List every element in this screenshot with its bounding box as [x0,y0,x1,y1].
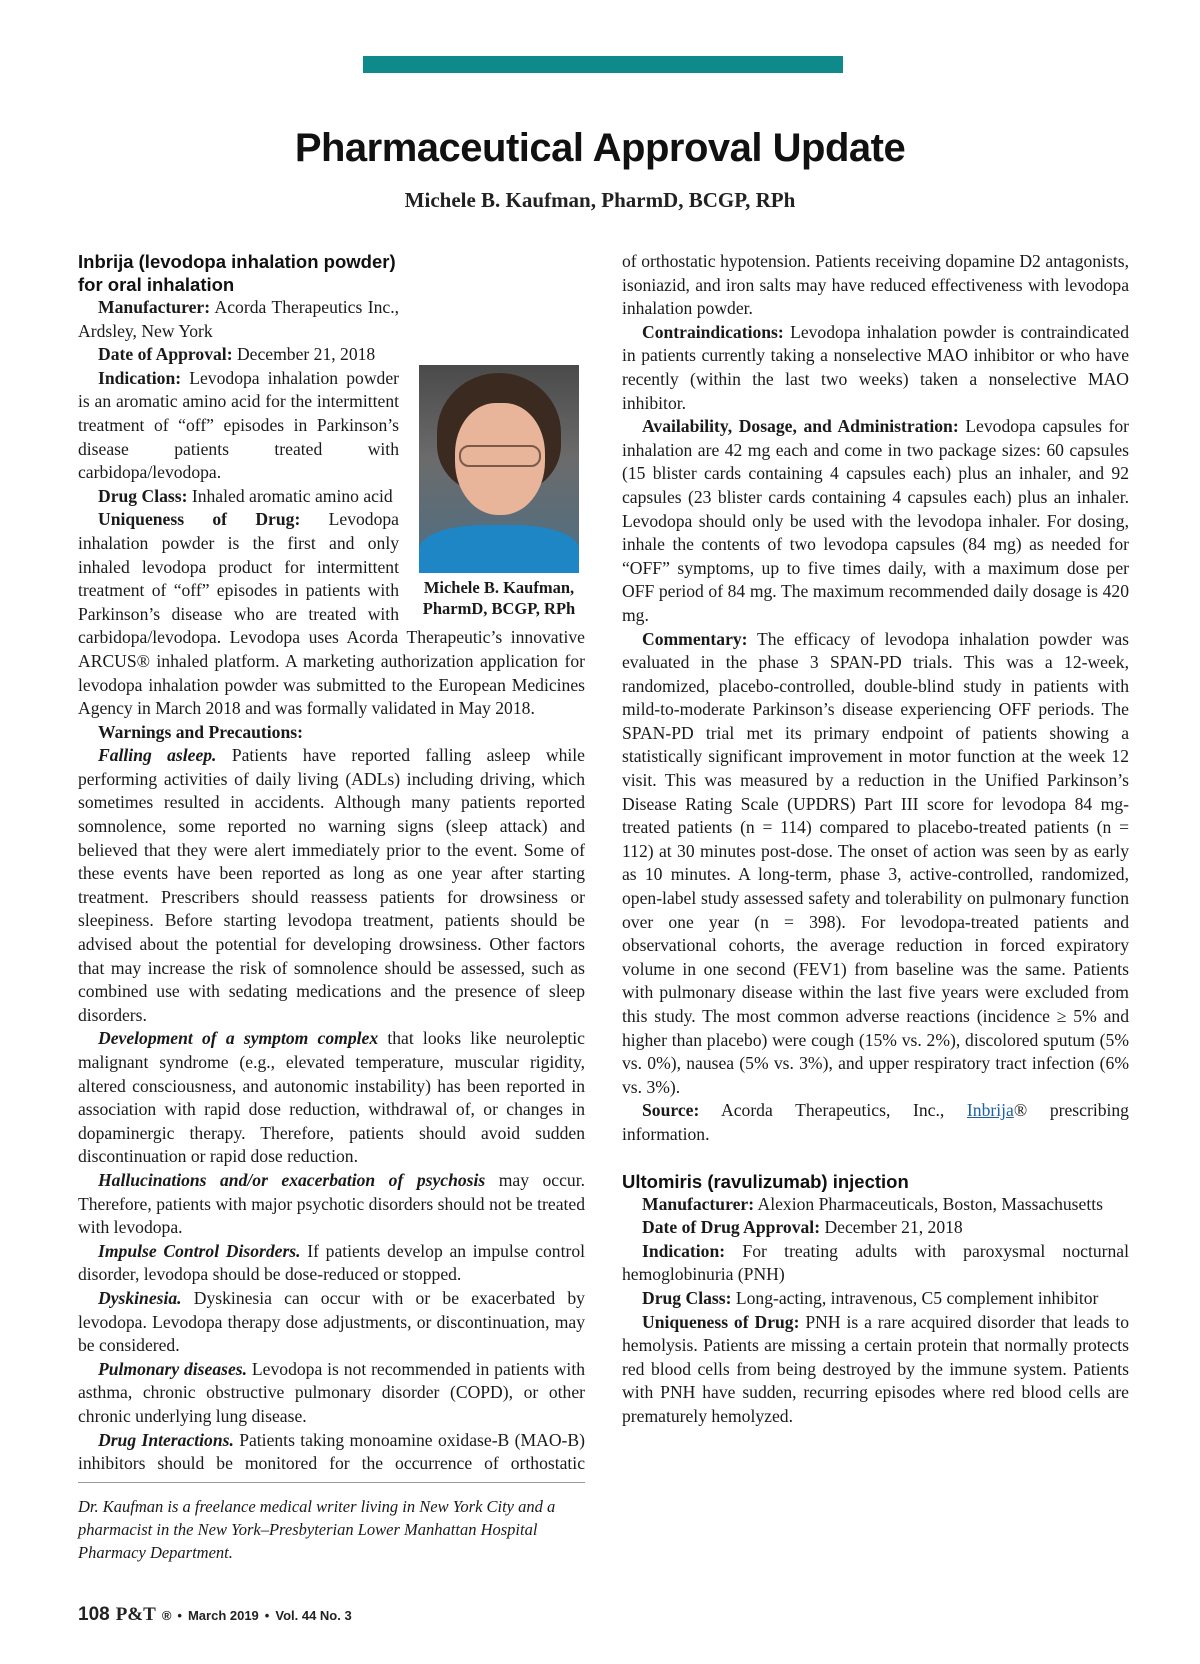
drug-heading-inbrija: Inbrija (levodopa inhalation powder) for oral inhalation [78,251,396,295]
author-photo-block [413,365,585,619]
warning-pulmonary: Pulmonary diseases. Levodopa is not recommended in patients with asthma, chronic obstructive pulmonary disorder (COPD), or other chronic underlying lung disease. [78,1358,586,1426]
warning-drug-interactions: Drug Interactions. Patients taking monoamine oxidase-B (MAO-B) inhibitors should be monitored for the occurrence of orthostatic [78,1429,585,1474]
ultomiris-uniqueness: Uniqueness of Drug: PNH is a rare acquired disorder that leads to hemolysis. Patients are missing a certain protein that normally protects red blood cells from being destroyed by the immune system. Patients with PNH have sudden, recurring episodes where red blood cells are prematurely hemolyzed. [622,1311,1130,1426]
warning-symptom-complex: Development of a symptom complex that looks like neuroleptic malignant syndrome (e.g., elevated temperature, muscular rigidity, altered consciousness, and autonomic instability) has been reported in association with rapid dose reduction, withdrawal of, or changes in dopaminergic therapy. Therefore, patients should avoid sudden discontinuation or rapid dose reduction. [78,1028,585,1167]
ultomiris-approval-date: Date of Drug Approval: December 21, 2018 [642,1217,963,1238]
author-photo [419,365,579,573]
issue-date: March 2019 [187,1608,259,1623]
ultomiris-manufacturer: Manufacturer: Alexion Pharmaceuticals, Boston, Massachusetts [642,1193,1103,1214]
inbrija-prescribing-link[interactable]: Inbrija [966,1100,1014,1121]
page-footer: 108 P&T ® • March 2019 • Vol. 44 No. 3 [78,1604,352,1625]
ultomiris-drug-class: Drug Class: Long-acting, intravenous, C5 complement inhibitor [642,1287,1099,1308]
header-accent-bar [363,56,843,73]
inbrija-drug-class: Drug Class: Inhaled aromatic amino acid [98,485,393,506]
author-byline: Michele B. Kaufman, PharmD, BCGP, RPh [404,188,796,212]
ultomiris-indication: Indication: For treating adults with paroxysmal nocturnal hemoglobinuria (PNH) [622,1240,1129,1285]
inbrija-indication: Indication: Levodopa inhalation powder is an aromatic amino acid for the intermittent treatment of “off” episodes in Parkinson’s disease patients treated with carbidopa/levodopa. [78,367,399,483]
page-title: Pharmaceutical Approval Update [294,126,906,170]
warning-falling-asleep: Falling asleep. Patients have reported falling asleep while performing activities of daily living (ADLs) including driving, which sometimes resulted in accidents. Although many patients reported somnolence, some reported no warning signs (sleep attack) and believed that they were alert immediately prior to the event. Some of these events have been reported as long as one year after starting treatment. Prescribers should reassess patients for drowsiness or sleepiness. Before starting levodopa treatment, patients should be advised about the potential for developing drowsiness. Other factors that may increase the risk of somnolence should be assessed, such as combined use with sedating medications and the presence of sleep disorders. [78,745,585,1025]
warnings-heading: Warnings and Precautions: [98,721,303,742]
inbrija-commentary: Commentary: The efficacy of levodopa inhalation powder was evaluated in the phase 3 SPAN-PD trials. This was a 12-week, randomized, placebo-controlled, double-blind study in patients with mild-to-moderate Parkinson’s disease experiencing OFF periods. The SPAN-PD trial met its primary endpoint of patients showing a statistically significant improvement in motor function at the week 12 visit. This was measured by a reduction in the Unified Parkinson’s Disease Rating Scale (UPDRS) Part III score for levodopa 84 mg-treated patients (n = 114) compared to placebo-treated patients (n = 112) at 30 minutes post-dose. The onset of action was seen by as early as 10 minutes. A long-term, phase 3, active-controlled, randomized, open-label study assessed safety and tolerability on pulmonary function over one year (n = 398). For levodopa-treated patients and observational cohorts, the average reduction in forced expiratory volume in one second (FEV1) from baseline was the same. Patients with pulmonary disease within the last five years were excluded from this study. The most common adverse reactions (incidence ≥ 5% and higher than placebo) were cough (15% vs. 2%), discolored sputum (5% vs. 0%), nausea (5% vs. 3%), and upper respiratory tract infection (6% vs. 3%). [622,628,1129,1097]
drug-heading-ultomiris: Ultomiris (ravulizumab) injection [622,1170,909,1192]
inbrija-contraindications: Contraindications: Levodopa inhalation powder is contraindicated in patients currently taking a nonselective MAO inhibitor or who have recently (within the last two weeks) taken a nonselective MAO inhibitor. [622,321,1129,413]
author-footnote: Dr. Kaufman is a freelance medical writer living in New York City and a pharmacist in the New York–Presbyterian Lower Manhattan Hospital Pharmacy Department. [78,1482,585,1564]
photo-caption: Michele B. Kaufman, PharmD, BCGP, RPh [422,578,576,618]
inbrija-availability: Availability, Dosage, and Administration: Levodopa capsules for inhalation are 42 mg each and come in two package sizes: 60 capsules (15 blister cards containing 4 capsules each) plus an inhaler, and 92 capsules (23 blister cards containing 4 capsules each) plus an inhaler. Levodopa should only be used with the levodopa inhaler. For dosing, inhale the contents of two levodopa capsules (84 mg) as needed for “OFF” symptoms, up to five times daily, with a maximum dose per OFF period of 84 mg. The maximum recommended daily dosage is 420 mg. [622,416,1130,625]
journal-name: P&T [115,1604,156,1625]
warning-impulse-control: Impulse Control Disorders. If patients develop an impulse control disorder, levodopa should be dose-reduced or stopped. [78,1240,585,1285]
inbrija-approval-date: Date of Approval: December 21, 2018 [98,344,376,365]
warning-dyskinesia: Dyskinesia. Dyskinesia can occur with or be exacerbated by levodopa. Levodopa therapy dose adjustments, or discontinuation, may be considered. [78,1287,585,1356]
left-column [78,250,585,1476]
volume-number: Vol. 44 No. 3 [275,1608,352,1623]
warning-psychosis: Hallucinations and/or exacerbation of psychosis may occur. Therefore, patients with major psychotic disorders should not be treated with levodopa. [78,1169,585,1238]
inbrija-manufacturer: Manufacturer: Acorda Therapeutics Inc., Ardsley, New York [78,297,400,341]
inbrija-source: Source: Acorda Therapeutics, Inc., Inbrija® prescribing information. [622,1100,1129,1144]
page-number: 108 [78,1604,110,1625]
drug-interactions-continued: of orthostatic hypotension. Patients receiving dopamine D2 antagonists, isoniazid, and iron salts may have reduced effectiveness with levodopa inhalation powder. [622,251,1129,319]
inbrija-uniqueness: Uniqueness of Drug: Levodopa inhalation powder is the first and only inhaled levodopa product for intermittent treatment of “off” episodes in patients with Parkinson’s disease who are treated with carbidopa/levodopa. Levodopa uses Acorda Therapeutic’s innovative ARCUS® inhaled platform. A marketing authorization application for levodopa inhalation powder was submitted to the European Medicines Agency in March 2018 and was formally validated in May 2018. [78,509,585,719]
right-column [622,250,1129,1429]
